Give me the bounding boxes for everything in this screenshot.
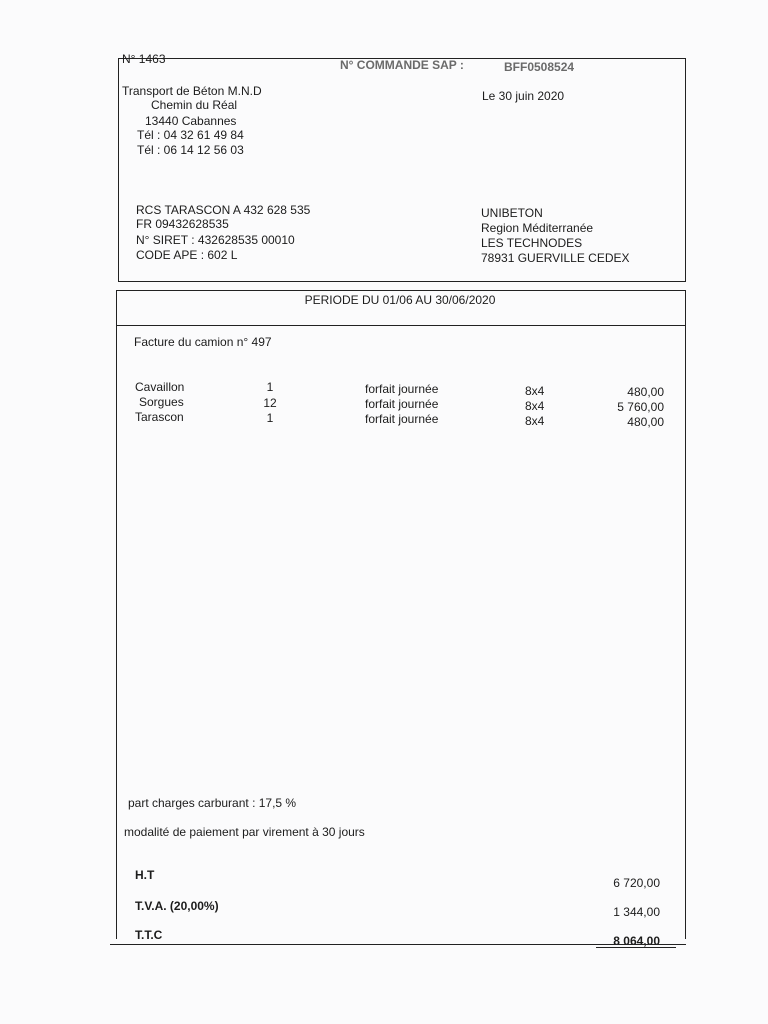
line-type: 8x4 — [525, 414, 545, 428]
line-place: Cavaillon — [135, 380, 185, 394]
recipient-name: UNIBETON — [481, 206, 543, 220]
sender-tel-1: Tél : 04 32 61 49 84 — [137, 128, 244, 142]
total-tva-value: 1 344,00 — [613, 905, 660, 919]
bottom-rule — [110, 944, 686, 945]
sender-street: Chemin du Réal — [151, 98, 238, 112]
recipient-site: LES TECHNODES — [481, 236, 583, 250]
invoice-date: Le 30 juin 2020 — [482, 89, 565, 103]
period-divider — [117, 325, 685, 326]
sender-city: 13440 Cabannes — [145, 114, 237, 128]
fuel-charge-note: part charges carburant : 17,5 % — [128, 796, 297, 810]
line-qty: 1 — [266, 411, 274, 425]
total-ttc-label: T.T.C — [135, 928, 163, 942]
sender-siret: N° SIRET : 432628535 00010 — [136, 233, 295, 247]
sender-tel-2: Tél : 06 14 12 56 03 — [137, 143, 244, 157]
sap-value: BFF0508524 — [504, 60, 575, 74]
line-desc: forfait journée — [365, 397, 439, 411]
line-type: 8x4 — [525, 399, 545, 413]
line-desc: forfait journée — [365, 412, 439, 426]
line-qty: 12 — [263, 396, 277, 410]
line-amount: 480,00 — [627, 415, 664, 429]
line-type: 8x4 — [525, 384, 545, 398]
total-ttc-value: 8 064,00 — [613, 934, 660, 948]
line-amount: 480,00 — [627, 385, 664, 399]
sender-rcs: RCS TARASCON A 432 628 535 — [136, 203, 311, 217]
payment-terms-note: modalité de paiement par virement à 30 jours — [124, 825, 365, 839]
invoice-period: PERIODE DU 01/06 AU 30/06/2020 — [304, 293, 496, 307]
line-qty: 1 — [266, 380, 274, 394]
total-underline — [596, 947, 676, 948]
line-amount: 5 760,00 — [617, 400, 664, 414]
line-desc: forfait journée — [365, 382, 439, 396]
sender-vat-number: FR 09432628535 — [136, 217, 229, 231]
sap-label: N° COMMANDE SAP : — [340, 58, 464, 72]
line-place: Tarascon — [135, 410, 184, 424]
total-ht-label: H.T — [135, 868, 155, 882]
sender-ape: CODE APE : 602 L — [136, 248, 238, 262]
recipient-region: Region Méditerranée — [481, 221, 594, 235]
total-tva-label: T.V.A. (20,00%) — [135, 899, 219, 913]
invoice-number: N° 1463 — [122, 52, 166, 66]
sender-name: Transport de Béton M.N.D — [122, 84, 262, 98]
line-place: Sorgues — [139, 395, 184, 409]
total-ht-value: 6 720,00 — [613, 876, 660, 890]
invoice-title: Facture du camion n° 497 — [134, 335, 272, 349]
recipient-city: 78931 GUERVILLE CEDEX — [481, 251, 630, 265]
